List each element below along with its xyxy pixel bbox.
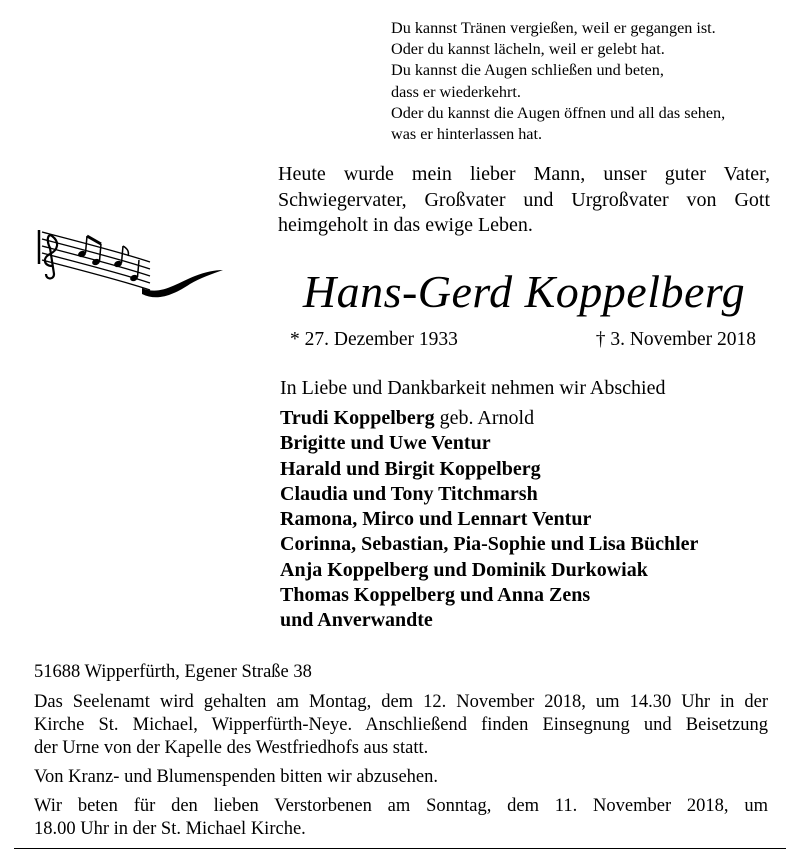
address: 51688 Wipperfürth, Egener Straße 38 xyxy=(34,662,312,682)
intro-line: Schwiegervater, Großvater und Urgroßvater von Gott xyxy=(278,188,770,211)
poem-line: Du kannst die Augen schließen und beten, xyxy=(391,61,664,80)
service-info xyxy=(34,691,768,847)
poem-line: Oder du kannst lächeln, weil er gelebt hat. xyxy=(391,40,665,59)
mourner-birth-name: geb. Arnold xyxy=(434,407,535,429)
service-line: Das Seelenamt wird gehalten am Montag, dem 12. November 2018, um 14.30 Uhr in der xyxy=(34,692,768,712)
mourner-line: Corinna, Sebastian, Pia-Sophie und Lisa Büchler xyxy=(280,533,699,556)
prayer-line: 18.00 Uhr in der St. Michael Kirche. xyxy=(34,819,306,839)
mourner-line: Ramona, Mirco und Lennart Ventur xyxy=(280,508,592,531)
mourner-line: Brigitte und Uwe Ventur xyxy=(280,432,491,455)
intro-line: heimgeholt in das ewige Leben. xyxy=(278,214,533,236)
poem-line: Oder du kannst die Augen öffnen und all das sehen, xyxy=(391,103,726,122)
service-line: Kirche St. Michael, Wipperfürth-Neye. Anschließend finden Einsegnung und Beisetzung xyxy=(34,715,768,735)
birth-date: * 27. Dezember 1933 xyxy=(290,329,458,350)
death-date: † 3. November 2018 xyxy=(595,329,756,350)
deceased-name: Hans-Gerd Koppelberg xyxy=(302,266,746,317)
flowers-line: Von Kranz- und Blumenspenden bitten wir abzusehen. xyxy=(34,767,438,787)
flowers-paragraph xyxy=(34,766,768,789)
poem-line: dass er wiederkehrt. xyxy=(391,82,521,101)
prayer-paragraph xyxy=(34,795,768,841)
poem-line: Du kannst Tränen vergießen, weil er gegangen ist. xyxy=(391,19,716,37)
service-paragraph xyxy=(34,691,768,760)
prayer-line: Wir beten für den lieben Verstorbenen am Sonntag, dem 11. November 2018, um xyxy=(34,796,768,816)
service-line: der Urne von der Kapelle des Westfriedhofs aus statt. xyxy=(34,738,429,758)
poem xyxy=(391,18,781,145)
music-notes-icon xyxy=(30,224,225,304)
intro-text xyxy=(278,162,770,239)
mourner-line: Anja Koppelberg und Dominik Durkowiak xyxy=(280,558,648,581)
farewell-line: In Liebe und Dankbarkeit nehmen wir Abschied xyxy=(280,377,666,399)
intro-line: Heute wurde mein lieber Mann, unser guter Vater, xyxy=(278,163,770,185)
poem-line: was er hinterlassen hat. xyxy=(391,125,543,144)
mourner-name: Trudi Koppelberg xyxy=(280,407,435,429)
mourners-list xyxy=(280,406,698,634)
mourner-line: Thomas Koppelberg und Anna Zens xyxy=(280,584,591,607)
mourner-line: Harald und Birgit Koppelberg xyxy=(280,457,541,480)
mourner-line: und Anverwandte xyxy=(280,609,433,632)
bottom-border xyxy=(14,848,786,849)
mourner-line xyxy=(280,406,698,431)
mourner-line: Claudia und Tony Titchmarsh xyxy=(280,482,538,505)
